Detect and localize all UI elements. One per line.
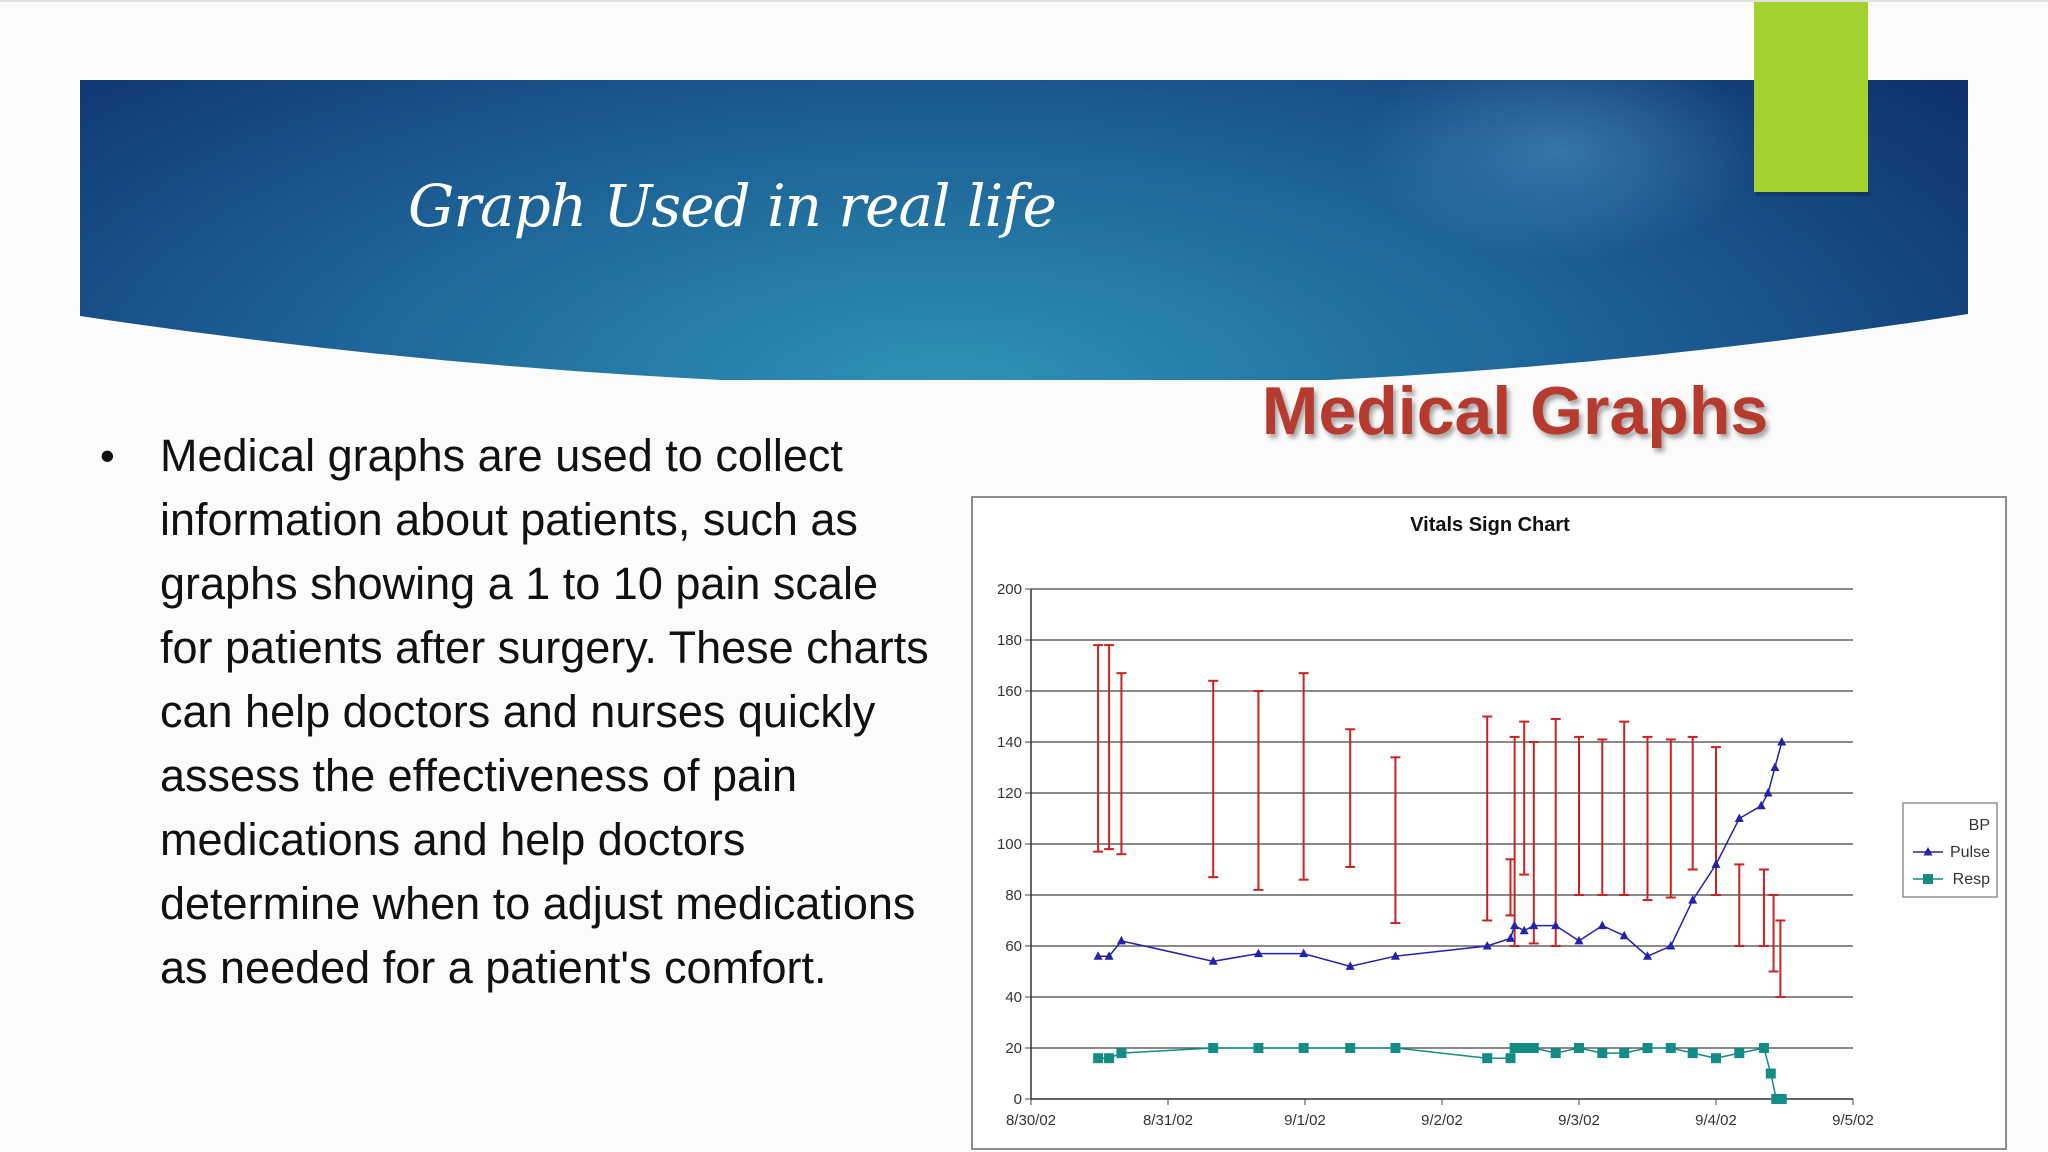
pulse-point [1575, 936, 1584, 945]
y-tick-label: 180 [996, 632, 1022, 649]
pulse-line [1098, 742, 1782, 966]
bp-series [1093, 645, 1785, 997]
resp-line [1098, 1048, 1782, 1099]
resp-point [1766, 1069, 1776, 1079]
resp-point [1777, 1094, 1787, 1104]
x-tick-label: 8/30/02 [1005, 1112, 1057, 1129]
x-tick-label: 9/2/02 [1421, 1112, 1463, 1129]
grid-lines [1031, 589, 1853, 1048]
resp-point [1666, 1043, 1676, 1053]
accent-bar-shadow [1756, 192, 1870, 196]
pulse-series [1094, 737, 1787, 970]
y-tick-label: 200 [996, 581, 1022, 598]
resp-point [1551, 1048, 1561, 1058]
medical-graphs-heading: Medical Graphs [1261, 373, 1769, 449]
pulse-point [1510, 921, 1519, 930]
legend-label: Pulse [1949, 844, 1990, 861]
pulse-point [1757, 801, 1766, 810]
resp-point [1597, 1048, 1607, 1058]
resp-point [1529, 1043, 1539, 1053]
resp-point [1208, 1043, 1218, 1053]
legend-label: BP [1968, 817, 1990, 834]
resp-point [1299, 1043, 1309, 1053]
y-tick-label: 80 [1005, 887, 1022, 904]
resp-point [1643, 1043, 1653, 1053]
y-tick-label: 40 [1005, 989, 1022, 1006]
chart-legend [1903, 803, 1997, 897]
accent-bar [1754, 2, 1868, 192]
resp-point [1345, 1043, 1355, 1053]
pulse-point [1520, 926, 1529, 935]
resp-point [1093, 1053, 1103, 1063]
pulse-point [1770, 763, 1779, 772]
y-tick-label: 120 [996, 785, 1022, 802]
pulse-point [1529, 921, 1538, 930]
resp-point [1759, 1043, 1769, 1053]
pulse-point [1777, 737, 1786, 746]
x-tick-label: 9/4/02 [1695, 1112, 1737, 1129]
y-tick-label: 160 [996, 683, 1022, 700]
pulse-point [1764, 788, 1773, 797]
chart-title: Vitals Sign Chart [1410, 514, 1570, 536]
resp-point [1619, 1048, 1629, 1058]
pulse-point [1735, 814, 1744, 823]
bullet-item: • Medical graphs are used to collect information about patients, such as graphs showing a 1 to 10 pain scale for patients after surgery. These charts can help doctors and nurses quickly assess the effectiveness of pain medications and help doctors determine when to adjust medications as needed for a patient's comfort. [100, 424, 930, 1000]
resp-point [1688, 1048, 1698, 1058]
pulse-point [1117, 936, 1126, 945]
resp-point [1390, 1043, 1400, 1053]
y-tick-label: 100 [996, 836, 1022, 853]
chart-canvas [973, 498, 2005, 1148]
slide-title: Graph Used in real life [408, 172, 1056, 240]
resp-point [1253, 1043, 1263, 1053]
resp-point [1506, 1053, 1516, 1063]
resp-point [1104, 1053, 1114, 1063]
axes [997, 581, 1874, 1129]
resp-point [1734, 1048, 1744, 1058]
legend-resp-marker [1923, 874, 1933, 884]
resp-point [1510, 1043, 1520, 1053]
bullet-list [100, 424, 930, 1000]
resp-point [1711, 1053, 1721, 1063]
pulse-point [1712, 859, 1721, 868]
y-tick-label: 20 [1005, 1040, 1022, 1057]
resp-point [1519, 1043, 1529, 1053]
x-tick-label: 9/5/02 [1832, 1112, 1874, 1129]
resp-series [1093, 1043, 1787, 1104]
legend-label: Resp [1952, 871, 1990, 888]
x-tick-label: 9/3/02 [1558, 1112, 1600, 1129]
pulse-point [1551, 921, 1560, 930]
resp-point [1116, 1048, 1126, 1058]
resp-point [1482, 1053, 1492, 1063]
x-tick-label: 8/31/02 [1142, 1112, 1194, 1129]
resp-point [1574, 1043, 1584, 1053]
y-tick-label: 60 [1005, 938, 1022, 955]
x-tick-label: 9/1/02 [1284, 1112, 1326, 1129]
pulse-point [1666, 941, 1675, 950]
pulse-point [1598, 921, 1607, 930]
vitals-chart [971, 496, 2007, 1150]
y-tick-label: 140 [996, 734, 1022, 751]
y-tick-label: 0 [1013, 1091, 1022, 1108]
